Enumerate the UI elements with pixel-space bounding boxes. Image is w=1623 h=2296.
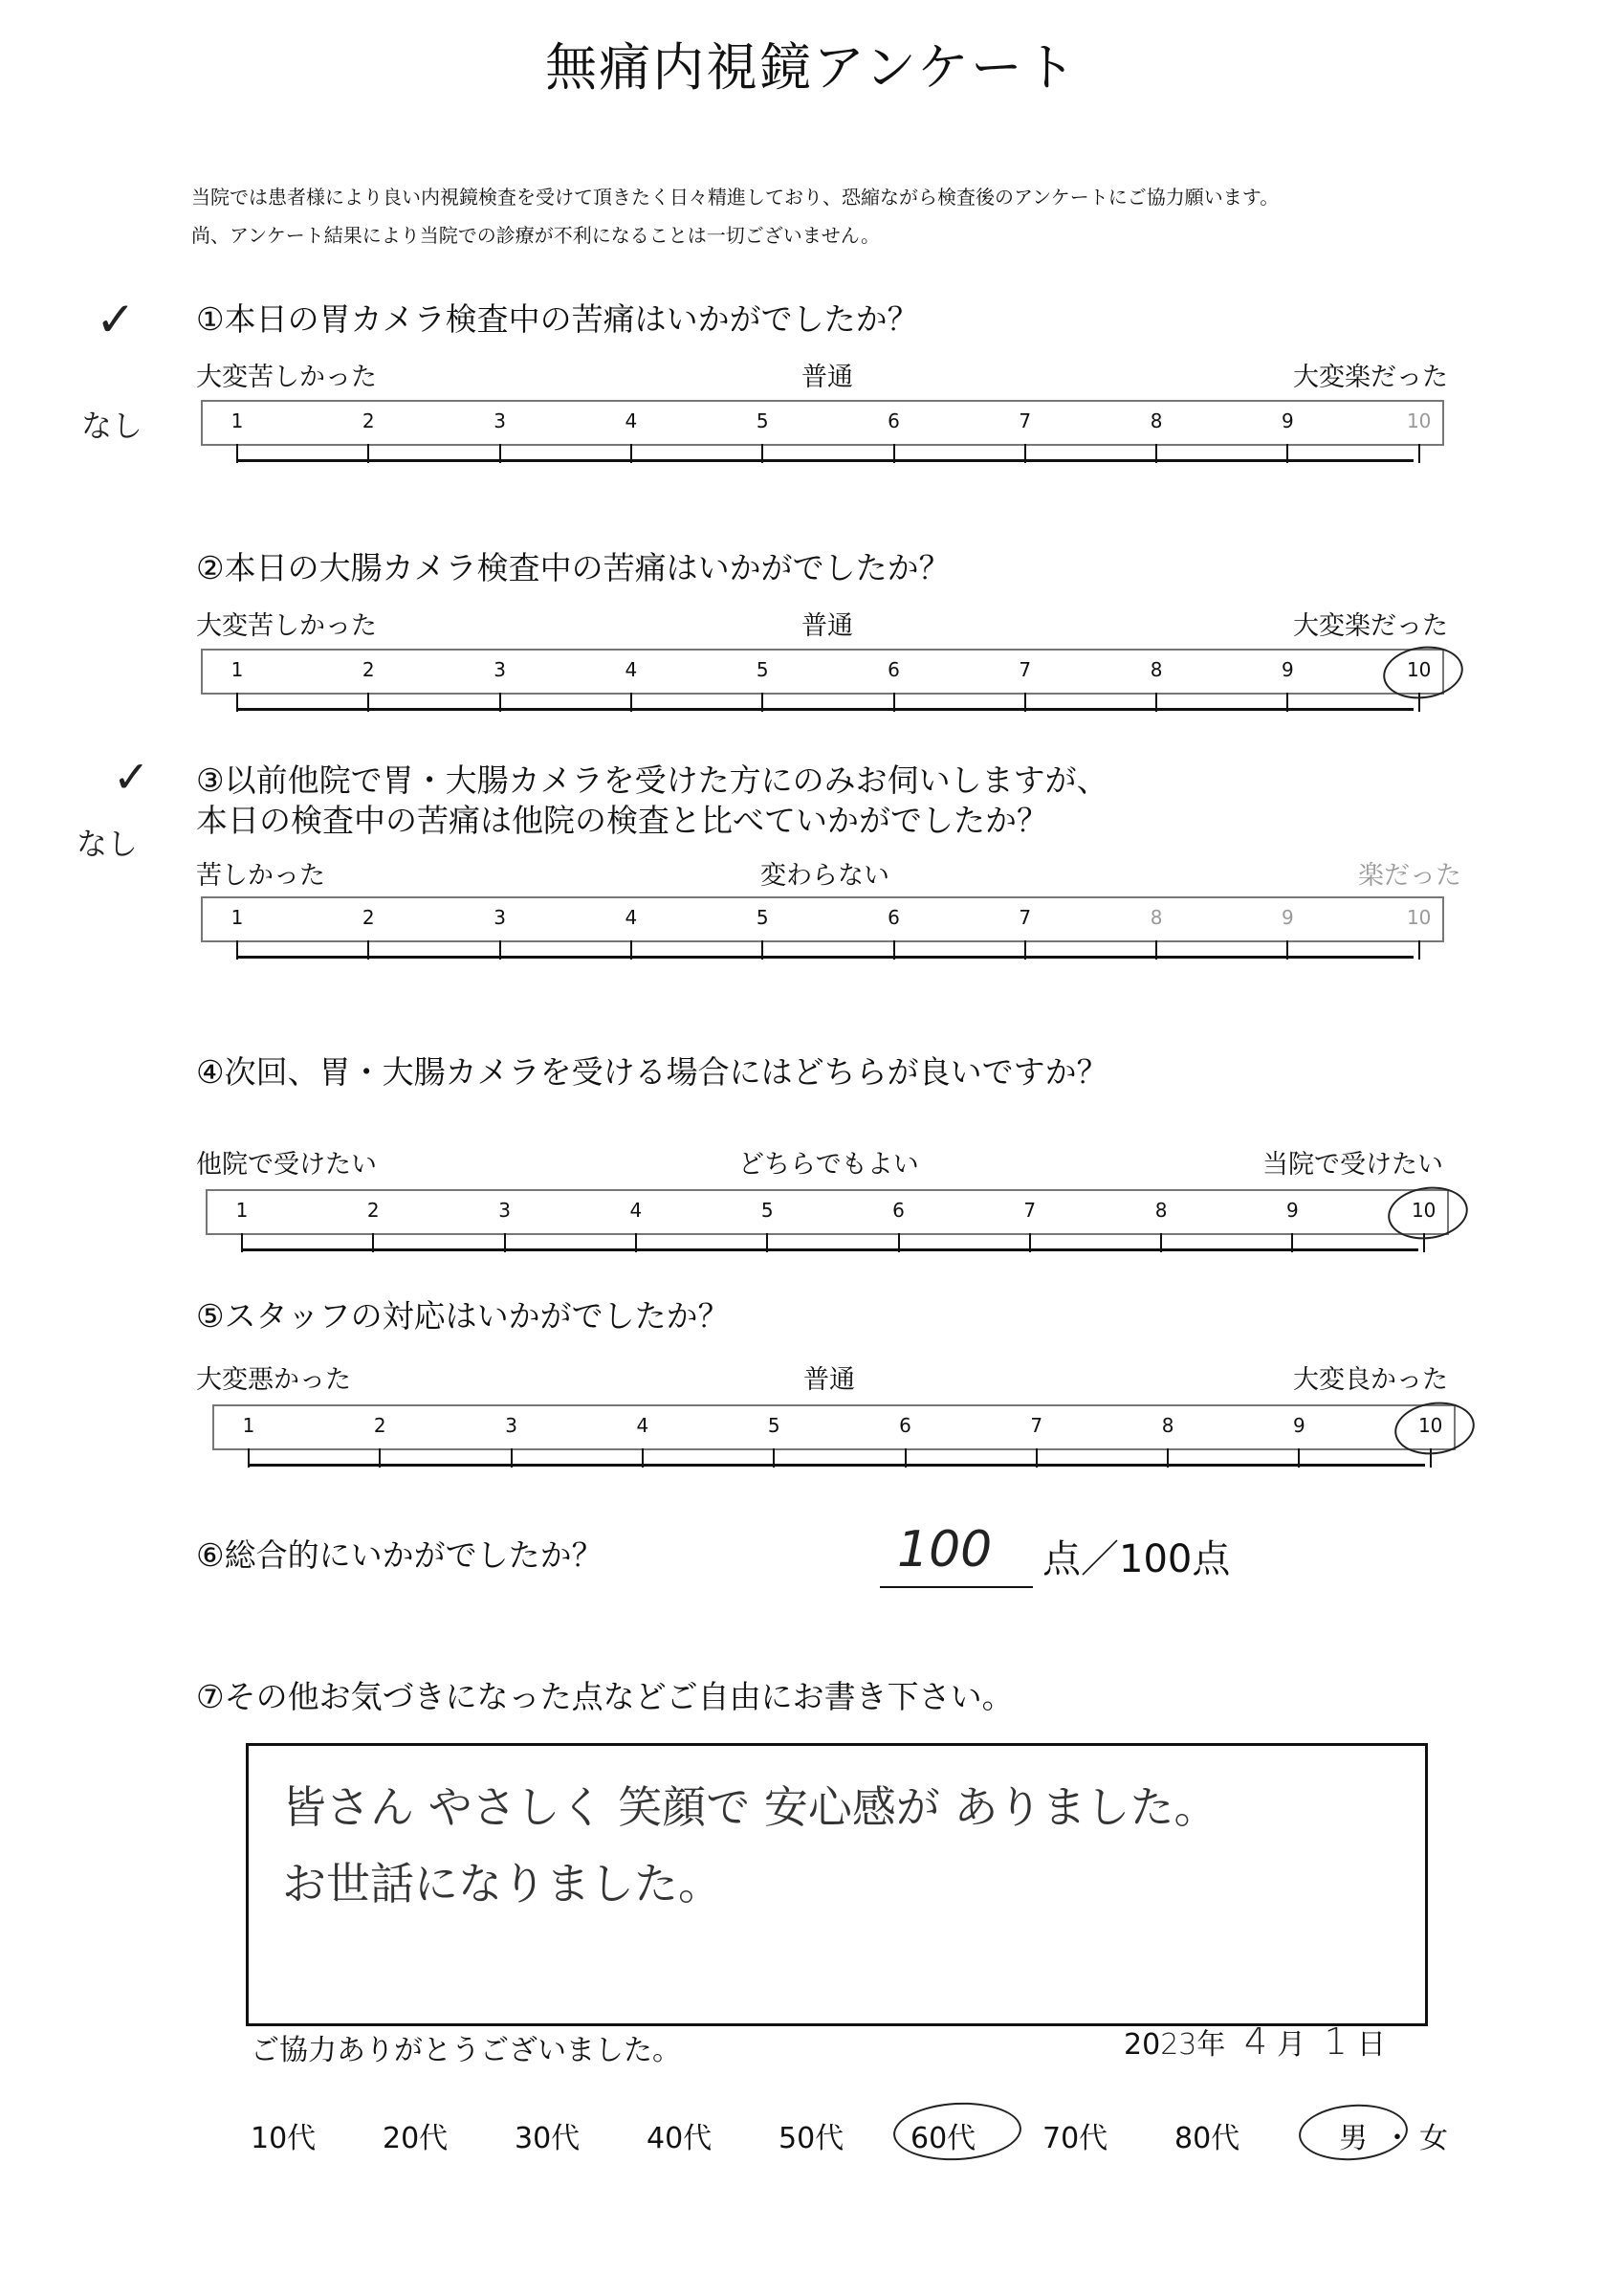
scale-tick xyxy=(630,693,632,712)
scale-tick xyxy=(1418,444,1420,463)
scale-tick xyxy=(499,940,501,960)
scale-number-10[interactable]: 10 xyxy=(1417,1414,1443,1437)
scale-tick xyxy=(893,693,895,712)
date-field[interactable] xyxy=(1124,2020,1386,2063)
scale-mid-label: どちらでもよい xyxy=(738,1150,919,1180)
scale-tick xyxy=(635,1233,637,1252)
scale-number-3[interactable]: 3 xyxy=(493,409,506,432)
scale-number-1[interactable]: 1 xyxy=(235,1199,249,1222)
age-option-10代[interactable]: 10代 xyxy=(251,2122,317,2155)
scale-number-1[interactable]: 1 xyxy=(242,1414,255,1437)
scale-tick xyxy=(236,444,238,463)
scale-number-3[interactable]: 3 xyxy=(493,658,506,681)
sex-separator: ・ xyxy=(1383,2122,1412,2155)
scale-number-5[interactable]: 5 xyxy=(756,906,769,929)
date-year-prefix: 20 xyxy=(1124,2028,1161,2062)
scale-tick xyxy=(367,940,369,960)
question-title: ②本日の大腸カメラ検査中の苦痛はいかがでしたか？ xyxy=(196,549,951,586)
scale-number-9[interactable]: 9 xyxy=(1282,658,1294,681)
scale-tick xyxy=(1155,444,1157,463)
scale-number-6[interactable]: 6 xyxy=(888,409,900,432)
question-4 xyxy=(0,1048,1623,1268)
check-mark: ✓ xyxy=(96,292,136,347)
check-mark: ✓ xyxy=(113,751,150,803)
scale-tick xyxy=(1286,693,1288,712)
intro-line-2: 尚、アンケート結果により当院での診療が不利になることは一切ございません。 xyxy=(191,224,880,247)
scale-tick xyxy=(1024,693,1026,712)
scale-number-2[interactable]: 2 xyxy=(362,409,375,432)
scale-tick xyxy=(1036,1448,1038,1468)
scale-tick xyxy=(773,1448,775,1468)
scale-number-10[interactable]: 10 xyxy=(1406,658,1432,681)
thanks-message: ご協力ありがとうございました。 xyxy=(251,2034,681,2067)
scale-tick xyxy=(630,940,632,960)
scale-number-1[interactable]: 1 xyxy=(230,409,244,432)
scale-tick xyxy=(372,1233,374,1252)
date-day: 1 xyxy=(1324,2020,1348,2063)
scale-tick xyxy=(893,940,895,960)
scale-mid-label: 普通 xyxy=(801,611,853,641)
scale-number-5[interactable]: 5 xyxy=(767,1414,780,1437)
scale-number-3[interactable]: 3 xyxy=(493,906,506,929)
handwritten-note: なし xyxy=(81,408,143,444)
scale-tick xyxy=(1418,940,1420,960)
scale-number-9[interactable]: 9 xyxy=(1286,1199,1299,1222)
scale-left-label: 大変苦しかった xyxy=(196,363,377,392)
question-title-line-2: 本日の検査中の苦痛は他院の検査と比べていかがでしたか？ xyxy=(196,802,1048,839)
rating-scale[interactable] xyxy=(201,400,1444,467)
scale-number-2[interactable]: 2 xyxy=(362,906,375,929)
scale-number-4[interactable]: 4 xyxy=(625,409,638,432)
date-nen: 年 xyxy=(1196,2028,1226,2062)
scale-number-1[interactable]: 1 xyxy=(230,906,244,929)
date-month: 4 xyxy=(1243,2020,1268,2063)
scale-tick xyxy=(1029,1233,1031,1252)
scale-number-5[interactable]: 5 xyxy=(756,658,769,681)
scale-right-label: 大変楽だった xyxy=(1293,611,1448,641)
scale-number-8[interactable]: 8 xyxy=(1150,906,1163,929)
question-title: ①本日の胃カメラ検査中の苦痛はいかがでしたか？ xyxy=(196,300,919,338)
scale-mid-label: 普通 xyxy=(801,363,853,392)
scale-number-5[interactable]: 5 xyxy=(756,409,769,432)
scale-number-4[interactable]: 4 xyxy=(625,658,638,681)
scale-right-label: 大変良かった xyxy=(1293,1365,1448,1395)
scale-tick xyxy=(367,693,369,712)
scale-number-7[interactable]: 7 xyxy=(1023,1199,1037,1222)
scale-number-9[interactable]: 9 xyxy=(1282,906,1294,929)
scale-number-6[interactable]: 6 xyxy=(888,906,900,929)
question-6-title: ⑥総合的にいかがでしたか？ xyxy=(196,1536,603,1574)
scale-tick xyxy=(379,1448,381,1468)
scale-number-6[interactable]: 6 xyxy=(899,1414,911,1437)
age-option-20代[interactable]: 20代 xyxy=(383,2122,449,2155)
scale-number-6[interactable]: 6 xyxy=(892,1199,905,1222)
comment-line-1: 皆さん やさしく 笑顔で 安心感が ありました。 xyxy=(282,1781,1218,1833)
scale-left-label: 苦しかった xyxy=(196,861,325,891)
scale-number-7[interactable]: 7 xyxy=(1019,906,1032,929)
scale-mid-label: 普通 xyxy=(803,1365,855,1395)
scale-tick xyxy=(241,1233,243,1252)
scale-number-8[interactable]: 8 xyxy=(1150,658,1163,681)
scale-tick xyxy=(1167,1448,1169,1468)
scale-tick xyxy=(499,444,501,463)
question-2 xyxy=(0,536,1623,727)
scale-tick xyxy=(367,444,369,463)
date-tsuki: 月 xyxy=(1277,2028,1306,2062)
scale-number-10[interactable]: 10 xyxy=(1406,906,1432,929)
scale-number-7[interactable]: 7 xyxy=(1019,658,1032,681)
comment-line-2: お世話になりました。 xyxy=(282,1858,722,1910)
age-option-50代[interactable]: 50代 xyxy=(779,2122,844,2155)
scale-tick xyxy=(1286,940,1288,960)
scale-number-4[interactable]: 4 xyxy=(625,906,638,929)
scale-number-5[interactable]: 5 xyxy=(760,1199,774,1222)
rating-scale[interactable] xyxy=(206,1189,1449,1256)
question-5 xyxy=(0,1292,1623,1483)
question-7-title: ⑦その他お気づきになった点などご自由にお書き下さい。 xyxy=(196,1678,1014,1715)
scale-number-6[interactable]: 6 xyxy=(888,658,900,681)
sex-female-option[interactable] xyxy=(1419,2114,1448,2156)
question-title: ④次回、胃・大腸カメラを受ける場合にはどちらが良いですか？ xyxy=(196,1053,1108,1091)
score-suffix: 点／100点 xyxy=(1042,1537,1231,1581)
scale-tick xyxy=(511,1448,513,1468)
scale-number-10[interactable]: 10 xyxy=(1411,1199,1437,1222)
scale-tick xyxy=(1024,444,1026,463)
age-option-30代[interactable]: 30代 xyxy=(515,2122,581,2155)
scale-number-3[interactable]: 3 xyxy=(498,1199,511,1222)
scale-number-3[interactable]: 3 xyxy=(505,1414,517,1437)
question-title: ③以前他院で胃・大腸カメラを受けた方にのみお伺いしますが、 xyxy=(196,762,1108,799)
scale-right-label: 当院で受けたい xyxy=(1262,1150,1443,1180)
scale-tick xyxy=(642,1448,644,1468)
question-3 xyxy=(0,751,1623,981)
handwritten-note: なし xyxy=(77,826,139,862)
age-option-80代[interactable]: 80代 xyxy=(1174,2122,1240,2155)
scale-number-8[interactable]: 8 xyxy=(1154,1199,1168,1222)
intro-line-1: 当院では患者様により良い内視鏡検査を受けて頂きたく日々精進しており、恐縮ながら検査後のアンケートにご協力願います。 xyxy=(191,186,1280,209)
question-title: ⑤スタッフの対応はいかがでしたか？ xyxy=(196,1297,730,1335)
scale-left-label: 他院で受けたい xyxy=(196,1150,377,1180)
scale-tick xyxy=(898,1233,900,1252)
rating-scale[interactable] xyxy=(201,649,1444,716)
scale-mid-label: 変わらない xyxy=(760,861,889,891)
date-year-suffix: 23 xyxy=(1160,2028,1197,2062)
scale-right-label: 大変楽だった xyxy=(1293,363,1448,392)
scale-number-2[interactable]: 2 xyxy=(373,1414,386,1437)
scale-tick xyxy=(1160,1233,1162,1252)
scale-tick xyxy=(905,1448,907,1468)
scale-tick xyxy=(236,693,238,712)
scale-tick xyxy=(1155,693,1157,712)
scale-tick xyxy=(893,444,895,463)
scale-number-10[interactable]: 10 xyxy=(1406,409,1432,432)
scale-right-label: 楽だった xyxy=(1358,861,1461,891)
scale-tick xyxy=(761,940,763,960)
comment-box[interactable] xyxy=(246,1743,1428,2026)
scale-number-9[interactable]: 9 xyxy=(1293,1414,1305,1437)
page-title: 無痛内視鏡アンケート xyxy=(545,37,1078,98)
scale-tick xyxy=(236,940,238,960)
scale-left-label: 大変苦しかった xyxy=(196,611,377,641)
scale-tick xyxy=(248,1448,250,1468)
rating-scale[interactable] xyxy=(212,1404,1456,1471)
scale-tick xyxy=(761,693,763,712)
age-option-70代[interactable]: 70代 xyxy=(1042,2122,1108,2155)
scale-number-7[interactable]: 7 xyxy=(1030,1414,1043,1437)
sex-male-label: 男 xyxy=(1339,2122,1368,2155)
age-selection-circle xyxy=(892,2100,1023,2164)
rating-scale[interactable] xyxy=(201,896,1444,963)
scale-tick xyxy=(766,1233,768,1252)
scale-left-label: 大変悪かった xyxy=(196,1365,351,1395)
scale-number-9[interactable]: 9 xyxy=(1282,409,1294,432)
score-value: 100 xyxy=(897,1521,993,1578)
scale-tick xyxy=(1286,444,1288,463)
scale-number-4[interactable]: 4 xyxy=(636,1414,649,1437)
scale-number-7[interactable]: 7 xyxy=(1019,409,1032,432)
scale-tick xyxy=(630,444,632,463)
score-field[interactable] xyxy=(880,1521,1033,1588)
scale-tick xyxy=(1291,1233,1293,1252)
sex-female-label: 女 xyxy=(1419,2122,1448,2155)
scale-tick xyxy=(1298,1448,1300,1468)
scale-number-2[interactable]: 2 xyxy=(362,658,375,681)
scale-tick xyxy=(761,444,763,463)
scale-tick xyxy=(1155,940,1157,960)
scale-number-8[interactable]: 8 xyxy=(1161,1414,1174,1437)
age-option-40代[interactable]: 40代 xyxy=(647,2122,713,2155)
scale-tick xyxy=(499,693,501,712)
scale-tick xyxy=(1024,940,1026,960)
scale-number-8[interactable]: 8 xyxy=(1150,409,1163,432)
date-hi: 日 xyxy=(1356,2028,1386,2062)
scale-number-4[interactable]: 4 xyxy=(629,1199,643,1222)
age-option-60代[interactable]: 60代 xyxy=(910,2122,976,2155)
scale-number-1[interactable]: 1 xyxy=(230,658,244,681)
question-1 xyxy=(0,287,1623,478)
scale-tick xyxy=(504,1233,506,1252)
scale-number-2[interactable]: 2 xyxy=(366,1199,380,1222)
